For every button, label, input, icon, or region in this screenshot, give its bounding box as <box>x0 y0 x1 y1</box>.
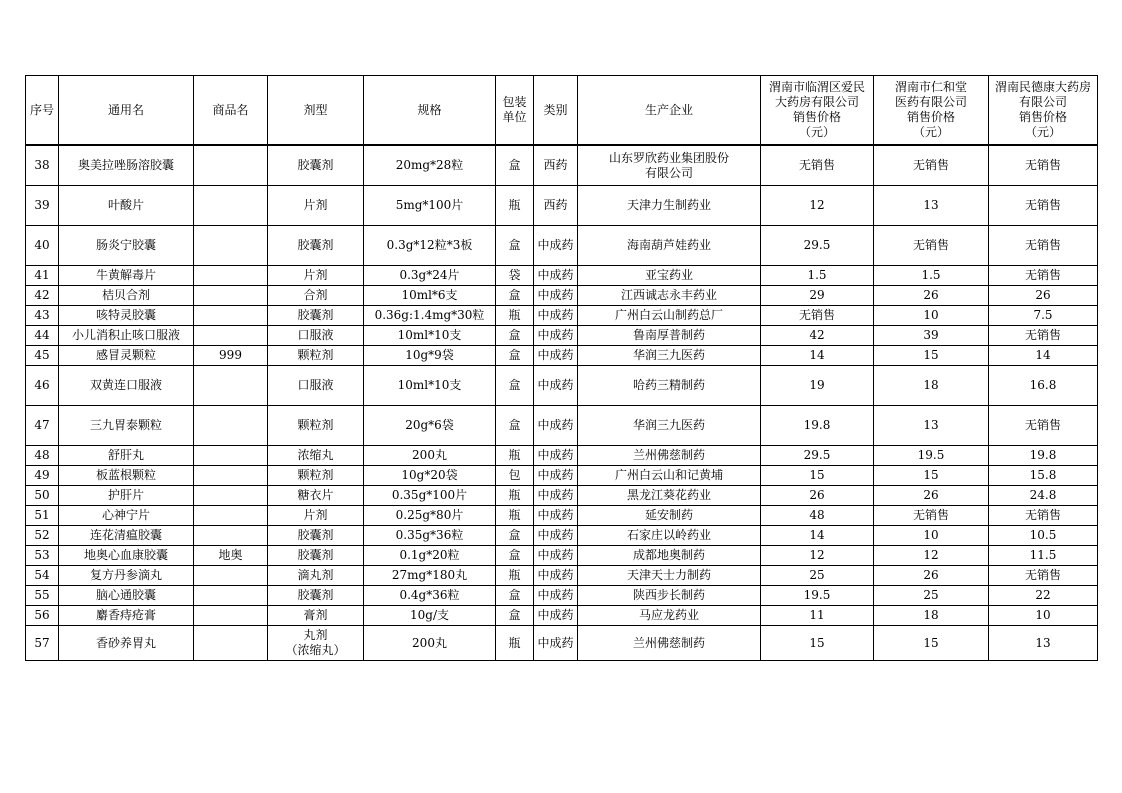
cell-price-minde: 无销售 <box>989 145 1098 186</box>
cell-price-aimin: 12 <box>761 546 874 566</box>
cell-dosage-form: 片剂 <box>268 506 364 526</box>
cell-trade-name <box>194 286 268 306</box>
header-line: （元） <box>798 125 835 139</box>
cell-specification: 0.3g*24片 <box>364 266 496 286</box>
cell-price-renhetang: 10 <box>874 526 989 546</box>
cell-manufacturer: 鲁南厚普制药 <box>578 326 761 346</box>
cell-manufacturer: 天津力生制药业 <box>578 186 761 226</box>
header-line: 序号 <box>29 102 54 117</box>
cell-specification: 0.36g:1.4mg*30粒 <box>364 306 496 326</box>
header-line: 渭南市临渭区爱民 <box>768 80 865 94</box>
cell-price-renhetang: 无销售 <box>874 145 989 186</box>
cell-trade-name <box>194 406 268 446</box>
cell-price-renhetang: 26 <box>874 486 989 506</box>
cell-price-renhetang: 10 <box>874 306 989 326</box>
cell-trade-name <box>194 486 268 506</box>
cell-generic-name: 感冒灵颗粒 <box>59 346 194 366</box>
cell-generic-name: 连花清瘟胶囊 <box>59 526 194 546</box>
cell-seq-no: 52 <box>26 526 59 546</box>
cell-specification: 20mg*28粒 <box>364 145 496 186</box>
cell-price-aimin: 19.8 <box>761 406 874 446</box>
table-row <box>26 266 1098 286</box>
table-row <box>26 306 1098 326</box>
cell-category: 中成药 <box>534 346 578 366</box>
cell-price-renhetang: 13 <box>874 406 989 446</box>
cell-trade-name <box>194 626 268 661</box>
cell-dosage-form: 片剂 <box>268 186 364 226</box>
cell-package-unit: 盒 <box>496 286 534 306</box>
cell-price-minde: 无销售 <box>989 406 1098 446</box>
cell-dosage-form <box>268 626 364 661</box>
cell-manufacturer: 广州白云山和记黄埔 <box>578 466 761 486</box>
cell-dosage-form: 胶囊剂 <box>268 526 364 546</box>
cell-specification: 200丸 <box>364 446 496 466</box>
header-manufacturer <box>578 76 761 146</box>
table-row <box>26 606 1098 626</box>
cell-category: 中成药 <box>534 566 578 586</box>
cell-trade-name: 999 <box>194 346 268 366</box>
table-row <box>26 566 1098 586</box>
cell-price-aimin: 无销售 <box>761 306 874 326</box>
table-row <box>26 326 1098 346</box>
cell-dosage-form: 合剂 <box>268 286 364 306</box>
cell-package-unit: 瓶 <box>496 186 534 226</box>
cell-package-unit: 瓶 <box>496 626 534 661</box>
cell-category: 中成药 <box>534 626 578 661</box>
cell-manufacturer: 海南葫芦娃药业 <box>578 226 761 266</box>
cell-price-minde: 无销售 <box>989 186 1098 226</box>
header-line: 剂型 <box>303 102 328 117</box>
cell-trade-name <box>194 566 268 586</box>
cell-trade-name <box>194 506 268 526</box>
cell-seq-no: 54 <box>26 566 59 586</box>
table-row <box>26 546 1098 566</box>
cell-dosage-form: 口服液 <box>268 326 364 346</box>
cell-price-renhetang: 18 <box>874 606 989 626</box>
cell-trade-name <box>194 466 268 486</box>
cell-manufacturer: 广州白云山制药总厂 <box>578 306 761 326</box>
cell-price-minde: 26 <box>989 286 1098 306</box>
header-seq-no <box>26 76 59 146</box>
header-line: 生产企业 <box>644 102 693 117</box>
cell-specification: 20g*6袋 <box>364 406 496 446</box>
cell-price-minde: 15.8 <box>989 466 1098 486</box>
header-line: （元） <box>1024 125 1061 139</box>
cell-category: 中成药 <box>534 446 578 466</box>
cell-trade-name <box>194 326 268 346</box>
header-price-minde <box>989 76 1098 146</box>
cell-price-aimin: 26 <box>761 486 874 506</box>
cell-price-renhetang: 15 <box>874 466 989 486</box>
cell-seq-no: 50 <box>26 486 59 506</box>
cell-specification: 0.1g*20粒 <box>364 546 496 566</box>
cell-specification: 0.35g*36粒 <box>364 526 496 546</box>
cell-seq-no: 53 <box>26 546 59 566</box>
cell-price-aimin: 19.5 <box>761 586 874 606</box>
cell-specification: 0.3g*12粒*3板 <box>364 226 496 266</box>
cell-generic-name: 桔贝合剂 <box>59 286 194 306</box>
cell-generic-name: 香砂养胃丸 <box>59 626 194 661</box>
cell-price-minde: 13 <box>989 626 1098 661</box>
header-trade-name <box>194 76 268 146</box>
cell-seq-no: 45 <box>26 346 59 366</box>
cell-category: 中成药 <box>534 286 578 306</box>
cell-manufacturer <box>578 145 761 186</box>
header-line: 商品名 <box>212 102 249 117</box>
cell-package-unit: 盒 <box>496 586 534 606</box>
cell-category: 中成药 <box>534 326 578 346</box>
cell-package-unit: 盒 <box>496 226 534 266</box>
cell-dosage-form: 颗粒剂 <box>268 466 364 486</box>
cell-package-unit: 瓶 <box>496 486 534 506</box>
cell-generic-name: 脑心通胶囊 <box>59 586 194 606</box>
cell-manufacturer: 黑龙江葵花药业 <box>578 486 761 506</box>
cell-price-minde: 11.5 <box>989 546 1098 566</box>
cell-trade-name <box>194 586 268 606</box>
cell-specification: 0.25g*80片 <box>364 506 496 526</box>
cell-seq-no: 44 <box>26 326 59 346</box>
cell-specification: 10g*9袋 <box>364 346 496 366</box>
cell-price-aimin: 15 <box>761 466 874 486</box>
cell-price-aimin: 42 <box>761 326 874 346</box>
cell-manufacturer: 华润三九医药 <box>578 406 761 446</box>
header-line: （元） <box>912 125 949 139</box>
cell-generic-name: 地奥心血康胶囊 <box>59 546 194 566</box>
cell-manufacturer: 马应龙药业 <box>578 606 761 626</box>
header-price-renhetang <box>874 76 989 146</box>
table-row <box>26 406 1098 446</box>
cell-package-unit: 瓶 <box>496 446 534 466</box>
cell-specification: 27mg*180丸 <box>364 566 496 586</box>
cell-trade-name: 地奥 <box>194 546 268 566</box>
cell-generic-name: 舒肝丸 <box>59 446 194 466</box>
cell-package-unit: 盒 <box>496 606 534 626</box>
table-header <box>26 76 1098 146</box>
cell-package-unit: 盒 <box>496 406 534 446</box>
cell-specification: 10g/支 <box>364 606 496 626</box>
cell-generic-name: 双黄连口服液 <box>59 366 194 406</box>
cell-price-aimin: 12 <box>761 186 874 226</box>
cell-package-unit: 盒 <box>496 366 534 406</box>
table-row <box>26 486 1098 506</box>
header-line: 销售价格 <box>906 110 955 124</box>
cell-dosage-form: 片剂 <box>268 266 364 286</box>
cell-trade-name <box>194 606 268 626</box>
table-row <box>26 366 1098 406</box>
cell-trade-name <box>194 226 268 266</box>
cell-price-minde: 16.8 <box>989 366 1098 406</box>
cell-dosage-form: 糖衣片 <box>268 486 364 506</box>
cell-manufacturer: 成都地奥制药 <box>578 546 761 566</box>
cell-package-unit: 袋 <box>496 266 534 286</box>
cell-price-renhetang: 39 <box>874 326 989 346</box>
header-line: 销售价格 <box>792 110 841 124</box>
cell-trade-name <box>194 145 268 186</box>
cell-seq-no: 42 <box>26 286 59 306</box>
cell-package-unit: 瓶 <box>496 506 534 526</box>
cell-category: 中成药 <box>534 306 578 326</box>
cell-price-minde: 无销售 <box>989 566 1098 586</box>
cell-trade-name <box>194 526 268 546</box>
cell-seq-no: 38 <box>26 145 59 186</box>
table-row <box>26 626 1098 661</box>
cell-price-aimin: 19 <box>761 366 874 406</box>
table-row <box>26 145 1098 186</box>
cell-price-renhetang: 13 <box>874 186 989 226</box>
cell-manufacturer: 天津天士力制药 <box>578 566 761 586</box>
cell-price-minde: 14 <box>989 346 1098 366</box>
cell-price-aimin: 29.5 <box>761 226 874 266</box>
cell-category: 中成药 <box>534 486 578 506</box>
header-line: 规格 <box>417 102 442 117</box>
cell-generic-name: 牛黄解毒片 <box>59 266 194 286</box>
table-row <box>26 346 1098 366</box>
cell-manufacturer: 哈药三精制药 <box>578 366 761 406</box>
cell-seq-no: 40 <box>26 226 59 266</box>
cell-price-aimin: 11 <box>761 606 874 626</box>
table-row <box>26 186 1098 226</box>
cell-seq-no: 51 <box>26 506 59 526</box>
cell-category: 中成药 <box>534 546 578 566</box>
header-line: 有限公司 <box>1018 95 1067 109</box>
cell-price-aimin: 无销售 <box>761 145 874 186</box>
header-line: 单位 <box>502 110 527 124</box>
cell-generic-name: 咳特灵胶囊 <box>59 306 194 326</box>
cell-price-renhetang: 26 <box>874 286 989 306</box>
cell-price-aimin: 29.5 <box>761 446 874 466</box>
cell-specification: 200丸 <box>364 626 496 661</box>
header-category <box>534 76 578 146</box>
cell-price-renhetang: 26 <box>874 566 989 586</box>
cell-price-aimin: 25 <box>761 566 874 586</box>
cell-price-aimin: 14 <box>761 346 874 366</box>
cell-specification: 10ml*10支 <box>364 366 496 406</box>
table-body <box>26 145 1098 661</box>
cell-package-unit: 盒 <box>496 526 534 546</box>
cell-price-minde: 无销售 <box>989 506 1098 526</box>
cell-specification: 0.35g*100片 <box>364 486 496 506</box>
cell-category: 中成药 <box>534 526 578 546</box>
cell-manufacturer: 亚宝药业 <box>578 266 761 286</box>
cell-generic-name: 肠炎宁胶囊 <box>59 226 194 266</box>
cell-seq-no: 41 <box>26 266 59 286</box>
header-line: 销售价格 <box>1018 110 1067 124</box>
cell-generic-name: 板蓝根颗粒 <box>59 466 194 486</box>
cell-line: 丸剂 <box>303 628 328 642</box>
cell-price-minde: 无销售 <box>989 226 1098 266</box>
cell-line: 山东罗欣药业集团股份 <box>608 150 729 165</box>
cell-price-minde: 24.8 <box>989 486 1098 506</box>
cell-generic-name: 复方丹参滴丸 <box>59 566 194 586</box>
cell-manufacturer: 江西诚志永丰药业 <box>578 286 761 306</box>
cell-price-renhetang: 12 <box>874 546 989 566</box>
cell-price-aimin: 1.5 <box>761 266 874 286</box>
cell-price-aimin: 15 <box>761 626 874 661</box>
header-line: 渭南市仁和堂 <box>894 80 967 94</box>
cell-category: 中成药 <box>534 506 578 526</box>
header-line: 大药房有限公司 <box>774 95 859 109</box>
cell-price-minde: 无销售 <box>989 326 1098 346</box>
cell-seq-no: 49 <box>26 466 59 486</box>
cell-package-unit: 盒 <box>496 546 534 566</box>
cell-price-renhetang: 19.5 <box>874 446 989 466</box>
cell-category: 中成药 <box>534 586 578 606</box>
cell-price-aimin: 29 <box>761 286 874 306</box>
cell-manufacturer: 华润三九医药 <box>578 346 761 366</box>
cell-category: 中成药 <box>534 366 578 406</box>
table-row <box>26 506 1098 526</box>
table-row <box>26 586 1098 606</box>
cell-price-renhetang: 18 <box>874 366 989 406</box>
cell-trade-name <box>194 266 268 286</box>
cell-generic-name: 小儿消积止咳口服液 <box>59 326 194 346</box>
cell-specification: 0.4g*36粒 <box>364 586 496 606</box>
cell-package-unit: 包 <box>496 466 534 486</box>
header-line: 渭南民德康大药房 <box>994 80 1091 94</box>
cell-manufacturer: 石家庄以岭药业 <box>578 526 761 546</box>
table-row <box>26 526 1098 546</box>
cell-price-renhetang: 1.5 <box>874 266 989 286</box>
cell-trade-name <box>194 446 268 466</box>
cell-category: 中成药 <box>534 266 578 286</box>
cell-dosage-form: 颗粒剂 <box>268 406 364 446</box>
cell-dosage-form: 颗粒剂 <box>268 346 364 366</box>
cell-line: （浓缩丸） <box>285 643 346 657</box>
cell-specification: 5mg*100片 <box>364 186 496 226</box>
cell-price-minde: 19.8 <box>989 446 1098 466</box>
cell-package-unit: 盒 <box>496 145 534 186</box>
cell-dosage-form: 浓缩丸 <box>268 446 364 466</box>
cell-category: 中成药 <box>534 466 578 486</box>
cell-price-renhetang: 无销售 <box>874 506 989 526</box>
cell-manufacturer: 兰州佛慈制药 <box>578 626 761 661</box>
header-line: 类别 <box>543 102 568 117</box>
header-specification <box>364 76 496 146</box>
header-generic-name <box>59 76 194 146</box>
cell-manufacturer: 延安制药 <box>578 506 761 526</box>
cell-price-aimin: 14 <box>761 526 874 546</box>
cell-specification: 10ml*10支 <box>364 326 496 346</box>
cell-dosage-form: 口服液 <box>268 366 364 406</box>
cell-seq-no: 47 <box>26 406 59 446</box>
cell-manufacturer: 陕西步长制药 <box>578 586 761 606</box>
cell-package-unit: 盒 <box>496 346 534 366</box>
cell-seq-no: 43 <box>26 306 59 326</box>
header-line: 包装 <box>502 95 527 109</box>
cell-generic-name: 三九胃泰颗粒 <box>59 406 194 446</box>
table-row <box>26 226 1098 266</box>
cell-line: 有限公司 <box>644 165 693 180</box>
cell-seq-no: 48 <box>26 446 59 466</box>
table-row <box>26 466 1098 486</box>
header-package-unit <box>496 76 534 146</box>
header-line: 医药有限公司 <box>894 95 967 109</box>
cell-price-renhetang: 25 <box>874 586 989 606</box>
cell-dosage-form: 滴丸剂 <box>268 566 364 586</box>
cell-category: 中成药 <box>534 226 578 266</box>
cell-price-renhetang: 无销售 <box>874 226 989 266</box>
cell-dosage-form: 膏剂 <box>268 606 364 626</box>
cell-category: 西药 <box>534 145 578 186</box>
cell-seq-no: 46 <box>26 366 59 406</box>
cell-seq-no: 56 <box>26 606 59 626</box>
cell-price-minde: 10.5 <box>989 526 1098 546</box>
cell-package-unit: 盒 <box>496 326 534 346</box>
cell-category: 中成药 <box>534 406 578 446</box>
cell-price-minde: 7.5 <box>989 306 1098 326</box>
header-dosage-form <box>268 76 364 146</box>
cell-dosage-form: 胶囊剂 <box>268 586 364 606</box>
cell-trade-name <box>194 306 268 326</box>
table-row <box>26 446 1098 466</box>
cell-price-renhetang: 15 <box>874 346 989 366</box>
cell-price-aimin: 48 <box>761 506 874 526</box>
cell-package-unit: 瓶 <box>496 306 534 326</box>
cell-specification: 10ml*6支 <box>364 286 496 306</box>
cell-dosage-form: 胶囊剂 <box>268 546 364 566</box>
cell-specification: 10g*20袋 <box>364 466 496 486</box>
cell-generic-name: 心神宁片 <box>59 506 194 526</box>
cell-trade-name <box>194 186 268 226</box>
cell-price-minde: 22 <box>989 586 1098 606</box>
cell-dosage-form: 胶囊剂 <box>268 145 364 186</box>
price-table <box>25 75 1098 661</box>
cell-generic-name: 奥美拉唑肠溶胶囊 <box>59 145 194 186</box>
cell-generic-name: 护肝片 <box>59 486 194 506</box>
table-row <box>26 286 1098 306</box>
cell-generic-name: 麝香痔疮膏 <box>59 606 194 626</box>
cell-seq-no: 57 <box>26 626 59 661</box>
cell-category: 中成药 <box>534 606 578 626</box>
cell-trade-name <box>194 366 268 406</box>
cell-dosage-form: 胶囊剂 <box>268 226 364 266</box>
cell-generic-name: 叶酸片 <box>59 186 194 226</box>
cell-price-renhetang: 15 <box>874 626 989 661</box>
cell-price-minde: 10 <box>989 606 1098 626</box>
cell-manufacturer: 兰州佛慈制药 <box>578 446 761 466</box>
cell-package-unit: 瓶 <box>496 566 534 586</box>
cell-category: 西药 <box>534 186 578 226</box>
header-line: 通用名 <box>107 102 144 117</box>
cell-seq-no: 55 <box>26 586 59 606</box>
cell-dosage-form: 胶囊剂 <box>268 306 364 326</box>
cell-price-minde: 无销售 <box>989 266 1098 286</box>
header-price-aimin <box>761 76 874 146</box>
cell-seq-no: 39 <box>26 186 59 226</box>
